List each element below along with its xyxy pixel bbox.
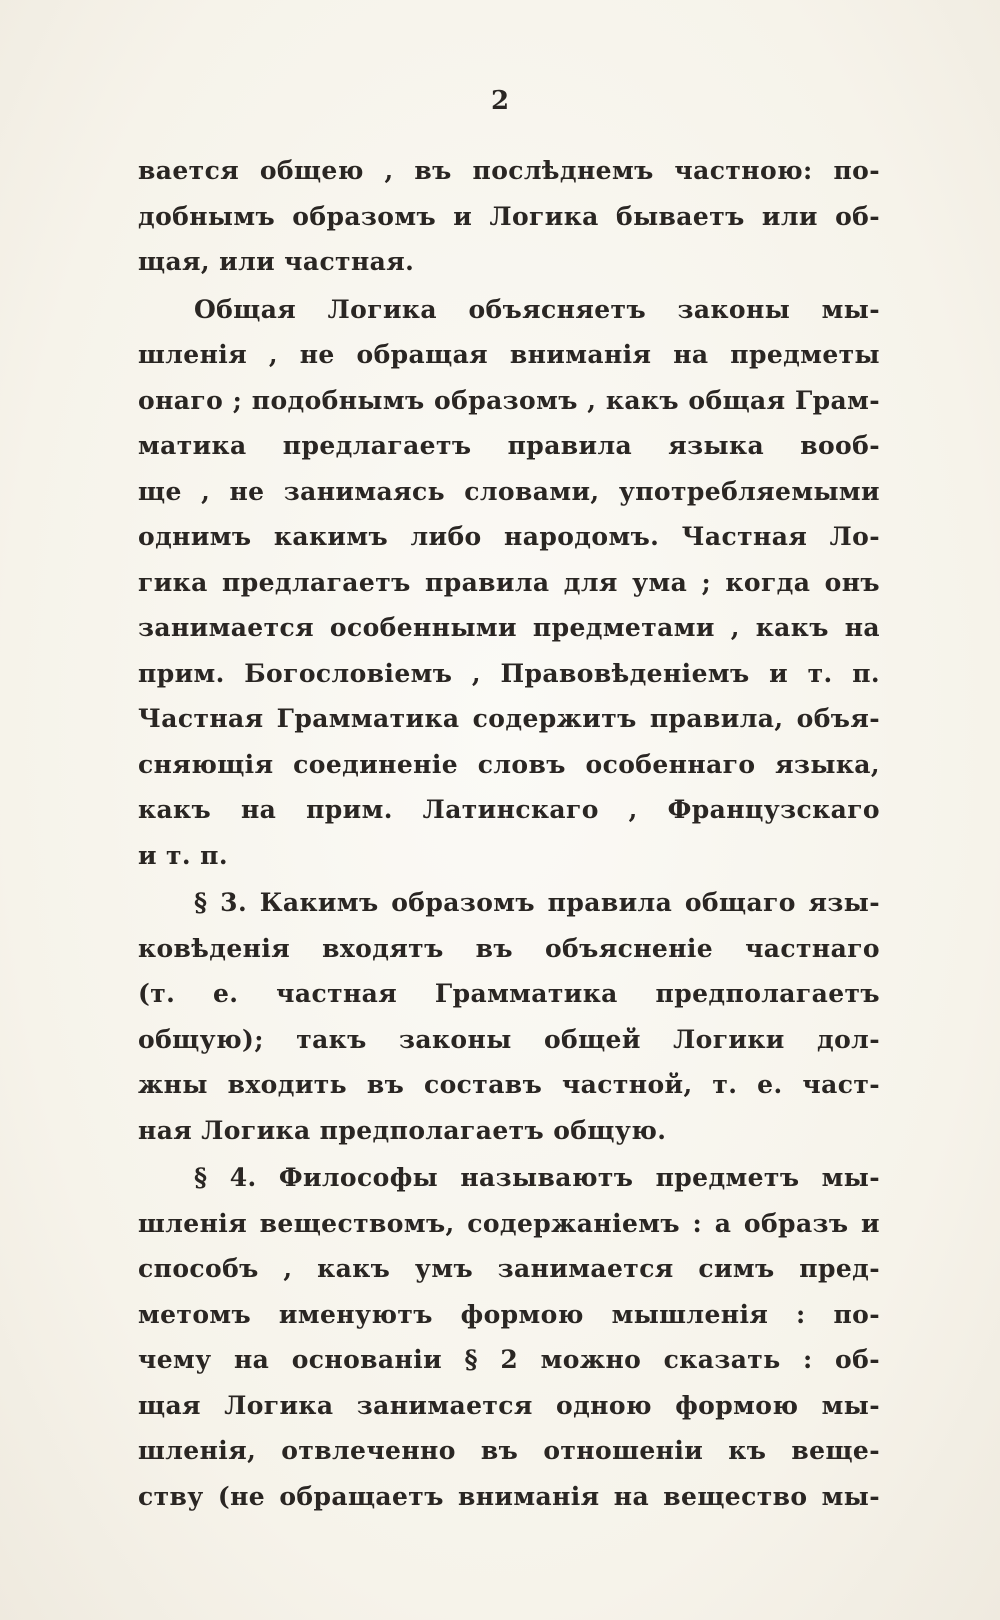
section-4-start-line: § 4. Философы называютъ предметъ мы- bbox=[194, 1163, 880, 1192]
text-line: прим. Богословіемъ , Правовѣденіемъ и т. п. bbox=[138, 658, 880, 688]
text-line: шленія веществомъ, содержаніемъ : а образъ и bbox=[138, 1208, 880, 1238]
text-line: шленія, отвлеченно въ отношеніи къ веще- bbox=[138, 1436, 880, 1465]
text-line: ковѣденія входятъ въ объясненіе частнаго bbox=[138, 933, 880, 963]
text-line: сняющія соединеніе словъ особеннаго языка, bbox=[138, 749, 880, 779]
text-line: ще , не занимаясь словами, употребляемыми bbox=[138, 476, 880, 506]
body-text bbox=[138, 148, 880, 1519]
text-line: (т. е. частная Грамматика предполагаетъ bbox=[138, 979, 880, 1008]
text-line: ству (не обращаетъ вниманія на вещество мы- bbox=[138, 1481, 880, 1511]
paragraph-start-line: Общая Логика объясняетъ законы мы- bbox=[194, 294, 880, 324]
text-line: занимается особенными предметами , какъ на bbox=[138, 613, 880, 642]
text-line: чему на основаніи § 2 можно сказать : об- bbox=[138, 1345, 880, 1374]
text-line: онаго ; подобнымъ образомъ , какъ общая Грам- bbox=[138, 385, 880, 415]
page-number: 2 bbox=[490, 86, 510, 116]
text-line: щая Логика занимается одною формою мы- bbox=[138, 1390, 880, 1420]
text-line: жны входить въ составъ частной, т. е. част- bbox=[138, 1070, 880, 1099]
text-line: добнымъ образомъ и Логика бываетъ или об- bbox=[138, 201, 880, 231]
text-line: однимъ какимъ либо народомъ. Частная Ло- bbox=[138, 522, 880, 551]
text-line: метомъ именуютъ формою мышленія : по- bbox=[138, 1299, 880, 1329]
text-line: общую); такъ законы общей Логики дол- bbox=[138, 1024, 880, 1054]
text-line: гика предлагаетъ правила для ума ; когда онъ bbox=[138, 567, 880, 597]
text-line: Частная Грамматика содержитъ правила, объя- bbox=[138, 704, 880, 733]
text-line: и т. п. bbox=[138, 840, 228, 870]
text-line: матика предлагаетъ правила языка вооб- bbox=[138, 431, 880, 460]
text-line: вается общею , въ послѣднемъ частною: по- bbox=[138, 156, 880, 185]
section-3-start-line: § 3. Какимъ образомъ правила общаго язы- bbox=[194, 888, 880, 917]
text-line: шленія , не обращая вниманія на предметы bbox=[138, 340, 880, 369]
text-line: щая, или частная. bbox=[138, 247, 415, 276]
text-line: какъ на прим. Латинскаго , Французскаго bbox=[138, 795, 880, 824]
text-line: способъ , какъ умъ занимается симъ пред- bbox=[138, 1254, 880, 1283]
text-line: ная Логика предполагаетъ общую. bbox=[138, 1115, 667, 1145]
